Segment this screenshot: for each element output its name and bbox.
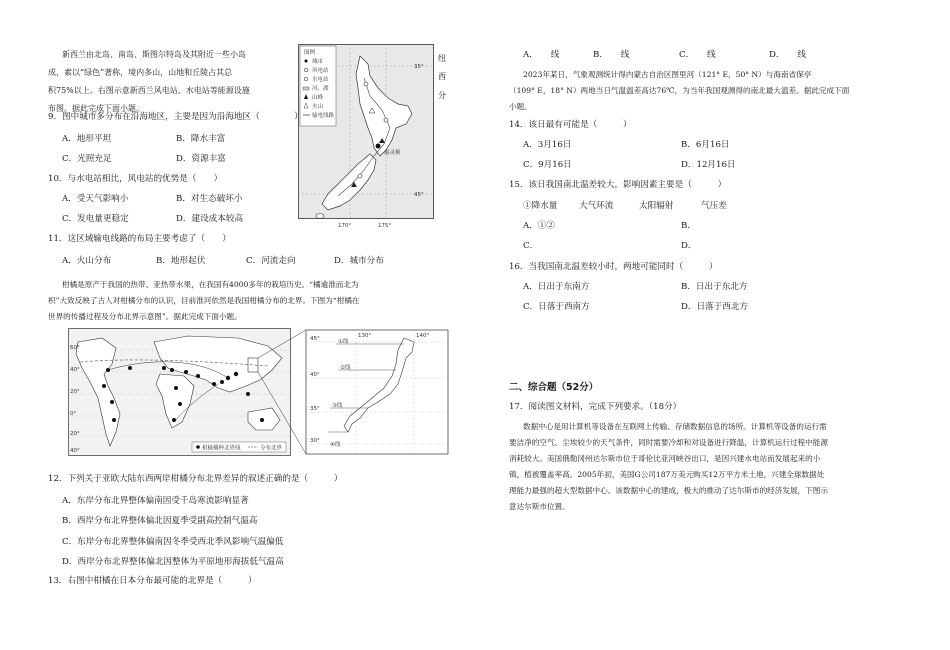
q9-option-b[interactable]: B．降水丰富 — [176, 134, 226, 144]
world-lat-40s: 40° — [70, 448, 80, 454]
side-char-3: 分 — [438, 90, 446, 100]
world-lat-60: 60° — [70, 345, 80, 351]
world-legend-1: 柑橘播种北界线 — [202, 445, 241, 452]
q17-line-5: 理能力最强的超大型数据中心。该数据中心的建成，极大的推动了达尔斯市的经济发展，下图示 — [509, 486, 828, 495]
legend-wind: 风电站 — [312, 68, 329, 74]
question-12: 12．下列关于亚欧大陆东西两岸柑橘分布北界差异的叙述正确的是（ ） — [48, 474, 343, 484]
inset-line-4: ④线 — [330, 442, 341, 448]
nz-side-text — [438, 50, 450, 105]
new-zealand-energy-map — [298, 44, 434, 230]
q9-option-c[interactable]: C．光照充足 — [62, 154, 112, 164]
q15-factor-4: 气压差 — [701, 201, 727, 211]
question-17: 17．阅读图文材料，完成下列要求。（18分） — [509, 402, 682, 412]
q11-option-c[interactable]: C．河流走向 — [246, 256, 296, 266]
inset-lon-140: 140° — [416, 333, 430, 339]
question-13: 13．右图中柑橘在日本分布最可能的北界是（ ） — [48, 576, 257, 586]
q16-option-b[interactable]: B．日出于东北方 — [681, 282, 748, 292]
q10-option-b[interactable]: B．对生态破坏小 — [176, 194, 243, 204]
intro-nz-line-4: 布图。据此完成下面小题。 — [48, 104, 144, 113]
q15-factor-1: ①降水量 — [523, 201, 558, 211]
q9-option-d[interactable]: D．资源丰富 — [176, 154, 226, 164]
world-lat-40: 40° — [70, 367, 80, 373]
q10-option-c[interactable]: C．发电量更稳定 — [62, 214, 129, 224]
q15-option-a[interactable]: A．①② — [523, 221, 555, 231]
inset-lon-130: 130° — [358, 333, 372, 339]
q17-line-3: 消耗较大。美国俄勒冈州达尔斯市位于哥伦比亚河峡谷出口，是因兴建水电站而发展起来的小 — [509, 454, 821, 463]
q14-option-c[interactable]: C．9月16日 — [523, 160, 572, 170]
legend-volcano: 火山 — [312, 104, 324, 110]
q15-factor-2: 大气环流 — [579, 201, 614, 211]
question-11: 11．这区域输电线路的布局主要考虑了（ ） — [48, 234, 231, 244]
world-lat-0: 0° — [70, 411, 77, 417]
q10-option-a[interactable]: A．受天气影响小 — [62, 194, 129, 204]
q14-option-d[interactable]: D．12月16日 — [681, 160, 736, 170]
inset-lat-45: 45° — [310, 336, 320, 342]
q14-option-b[interactable]: B．6月16日 — [681, 140, 730, 150]
q12-option-b[interactable]: B．西岸分布北界整体偏北因夏季受副高控制气温高 — [62, 516, 258, 526]
q17-line-6: 意达尔斯市位置。 — [509, 502, 570, 511]
q13-option-d[interactable]: D． 线 — [769, 50, 806, 60]
q17-line-4: 镇，植被覆盖率高。2005年初，美国G公司187万美元购买12万平方米土地，兴建全球数据处 — [509, 470, 825, 479]
intro-nz-line-2: 成，素以“绿色”著称，境内多山，山地和丘陵占其总 — [48, 68, 233, 77]
world-legend-2: 分布北界 — [260, 445, 283, 452]
q15-option-b[interactable]: B． — [681, 221, 696, 231]
q11-option-b[interactable]: B．地形起伏 — [156, 256, 206, 266]
q13-option-c[interactable]: C． 线 — [679, 50, 716, 60]
intro-citrus-line-3: 世界的传播过程及分布北界示意图”。据此完成下面小题。 — [48, 312, 242, 321]
question-9: 9．图中城市多分布在沿海地区，主要是因为沿海地区（ ） — [48, 112, 303, 122]
legend-line: 输电线路 — [312, 113, 335, 119]
intro-temp-line-1: 2023年某日，气象观测统计得内蒙古自治区图里河（121° E，50° N）与海南省保亭 — [523, 70, 812, 79]
question-10: 10．与水电站相比，风电站的优势是（ ） — [48, 174, 223, 184]
side-char-1: 纽 — [438, 54, 446, 63]
q11-option-a[interactable]: A．火山分布 — [62, 256, 112, 266]
question-15: 15．该日我国南北温差较大，影响因素主要是（ ） — [509, 180, 727, 190]
q16-option-a[interactable]: A．日出于东南方 — [523, 282, 590, 292]
stewart-island — [316, 214, 324, 219]
legend-title: 图例 — [304, 50, 316, 56]
lat-label-45: 45° — [414, 192, 424, 198]
inset-lat-30: 30° — [310, 438, 320, 444]
intro-nz-line-1: 新西兰由北岛、南岛、斯图尔特岛及其附近一些小岛 — [62, 50, 246, 59]
world-lat-20n: 20° — [70, 389, 80, 395]
q11-option-d[interactable]: D．城市分布 — [334, 256, 384, 266]
lat-label-35: 35° — [414, 64, 424, 70]
q12-option-a[interactable]: A．东岸分布北界整体偏南因受千岛寒流影响显著 — [62, 496, 249, 506]
q15-option-d[interactable]: D． — [681, 241, 697, 251]
q14-option-a[interactable]: A．3月16日 — [523, 140, 572, 150]
intro-temp-line-2: （109° E，18° N）两地当日气温温差高达76℃，为当年我国观测得的南北最大温差。据此完成下面 — [509, 86, 850, 95]
lon-label-175: 175° — [378, 223, 392, 229]
city-label-wellington: 惠灵顿 — [384, 150, 401, 156]
q16-option-c[interactable]: C．日落于西南方 — [523, 302, 590, 312]
intro-temp-line-3: 小题。 — [509, 102, 532, 111]
lon-label-170: 170° — [338, 223, 352, 229]
intro-citrus-line-1: 柑橘是原产于我国的热带、亚热带水果，在我国有4000多年的栽培历史。“橘逾淮而北为 — [62, 280, 359, 289]
q12-option-d[interactable]: D．西岸分布北界整体偏北因整体为平原地形海拔低气温高 — [62, 557, 284, 567]
inset-line-1: ①线 — [338, 339, 349, 345]
question-14: 14．该日最有可能是（ ） — [509, 120, 632, 130]
legend-peak: 山峰 — [312, 95, 324, 101]
world-lat-20s: 20° — [70, 431, 80, 437]
inset-line-2: ②线 — [340, 365, 351, 371]
q17-line-2: 要洁净的空气、尘埃较少的天气条件，同时需要冷却和对设备进行降温，计算机运行过程中能源 — [509, 438, 828, 447]
intro-nz-line-3: 积75%以上。右图示意新西兰风电站、水电站等能源设施 — [48, 86, 250, 95]
q12-option-c[interactable]: C．东岸分布北界整体偏南因冬季受西北季风影响气温偏低 — [62, 537, 284, 547]
inset-line-3: ③线 — [332, 403, 343, 409]
q15-factor-3: 太阳辐射 — [639, 201, 674, 211]
q15-option-c[interactable]: C． — [523, 241, 539, 251]
legend-city: 城市 — [312, 59, 324, 65]
q13-option-a[interactable]: A． 线 — [523, 50, 560, 60]
intro-citrus-line-2: 枳”大致反映了古人对柑橘分布的认识，目前淮河依然是我国柑橘分布的北界。下图为“柑橘在 — [48, 296, 360, 305]
q17-line-1: 数据中心是用计算机等设备在互联网上传输、存储数据信息的场所。计算机等设备的运行需 — [523, 422, 827, 431]
section-2-heading: 二、综合题（52分） — [509, 382, 599, 393]
legend-hydro: 水电站 — [312, 77, 329, 83]
side-char-2: 西 — [438, 72, 446, 82]
question-16: 16．当我国南北温差较小时，两地可能同时（ ） — [509, 262, 718, 272]
q9-option-a[interactable]: A．地形平坦 — [62, 134, 112, 144]
citrus-world-map — [68, 328, 450, 456]
inset-lat-35: 35° — [310, 406, 320, 412]
inset-lat-40: 40° — [310, 372, 320, 378]
q16-option-d[interactable]: D．日落于西北方 — [681, 302, 749, 312]
legend-lake: 河、湖 — [312, 86, 329, 92]
q13-option-b[interactable]: B． 线 — [593, 50, 630, 60]
q10-option-d[interactable]: D．建设成本较高 — [176, 214, 244, 224]
